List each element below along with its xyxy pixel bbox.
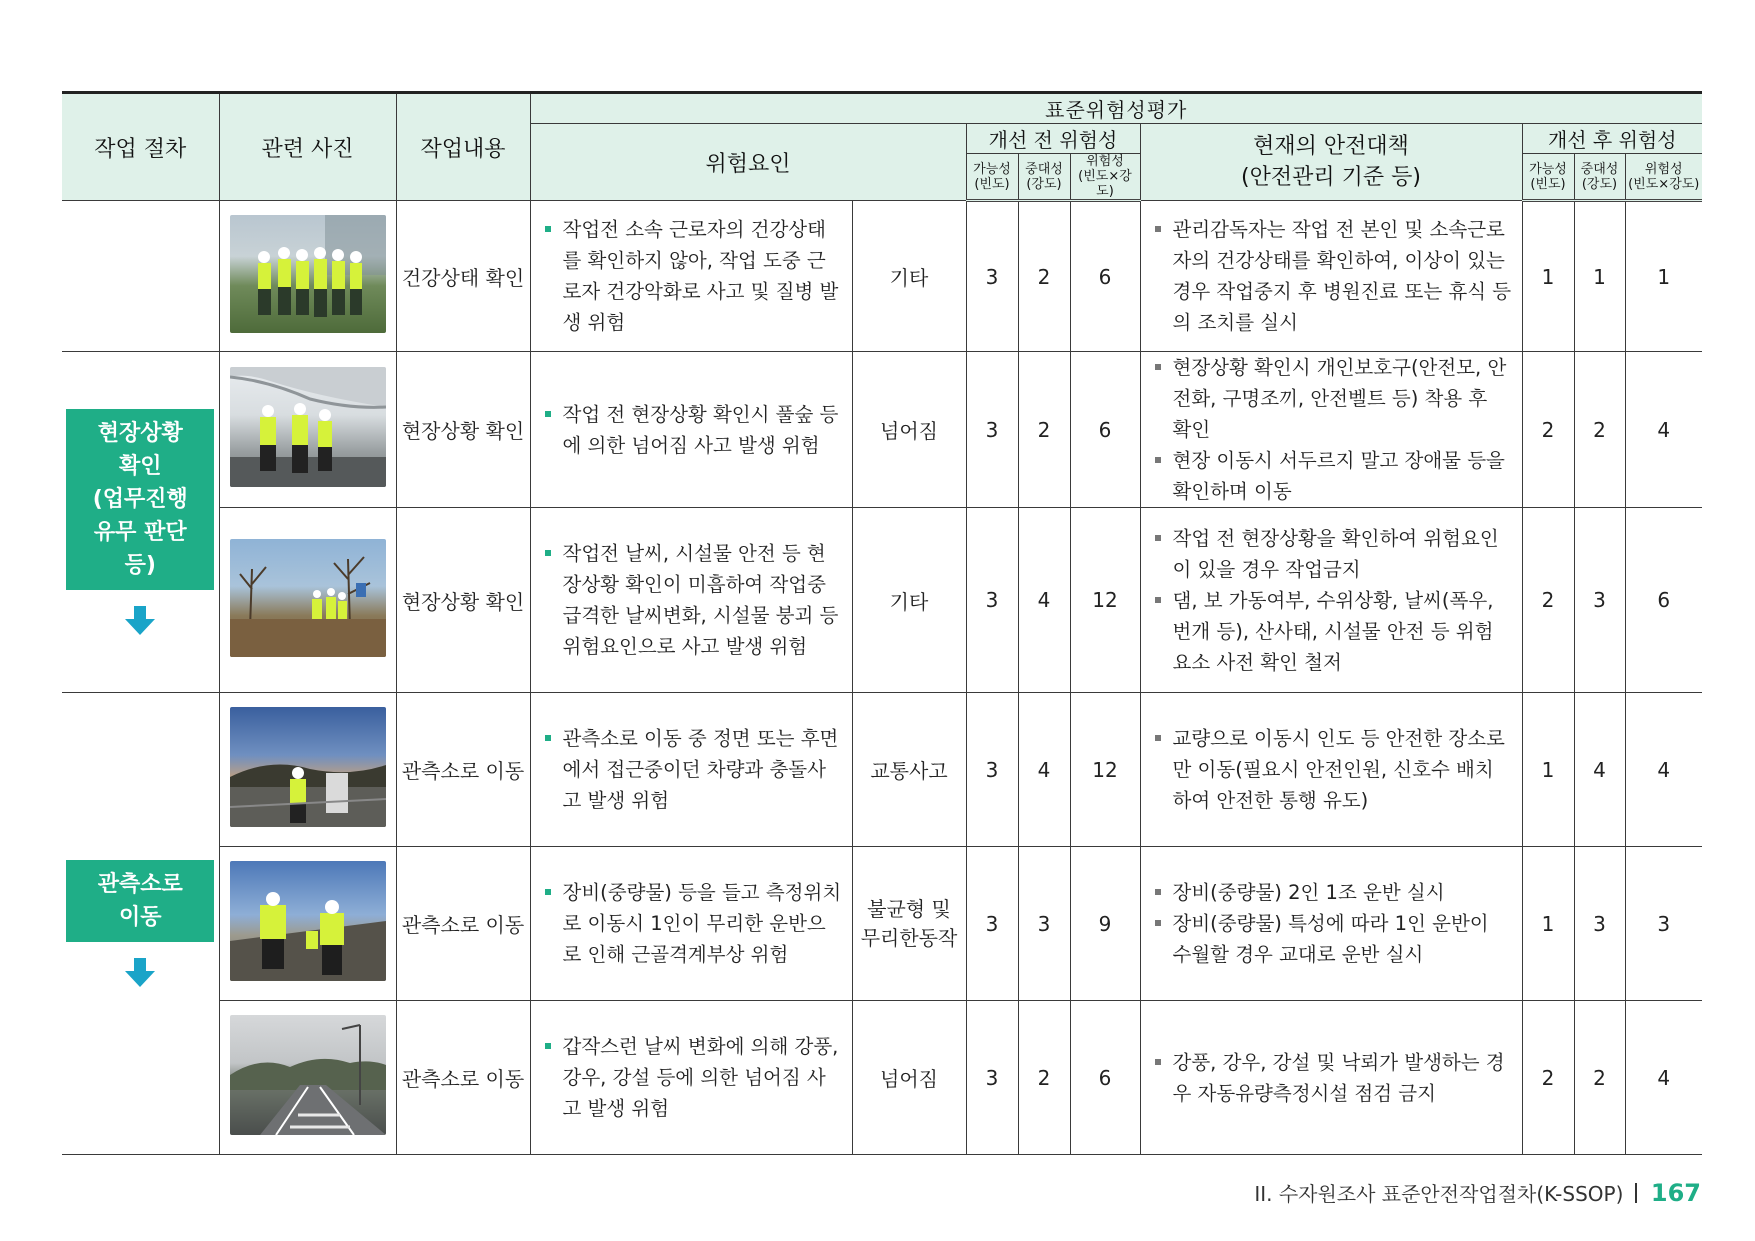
header-photo: 관련 사진 (219, 93, 396, 201)
before-risk: 6 (1070, 352, 1140, 508)
hazard-type-line: 무리한동작 (860, 925, 958, 950)
hazard-cell (530, 201, 852, 352)
before-risk: 6 (1070, 1001, 1140, 1155)
header-before-risk-value (1070, 154, 1140, 201)
after-risk: 3 (1625, 847, 1702, 1001)
table-row (62, 1001, 1702, 1155)
header-after-severity (1574, 154, 1625, 201)
before-severity: 2 (1018, 352, 1070, 508)
before-risk: 9 (1070, 847, 1140, 1001)
after-severity: 2 (1574, 1001, 1625, 1155)
footer-divider (1635, 1183, 1637, 1203)
header-current-measures-line2: (안전관리 기준 등) (1241, 165, 1421, 190)
stage-label-move-to-station (66, 860, 214, 942)
before-likelihood: 3 (966, 1001, 1018, 1155)
before-severity: 4 (1018, 508, 1070, 693)
risk-sub: (빈도×강도) (1628, 176, 1700, 192)
severity-label: 중대성 (1580, 161, 1619, 177)
after-risk: 4 (1625, 693, 1702, 847)
procedure-stage-cell (62, 693, 219, 1155)
after-likelihood: 2 (1522, 1001, 1574, 1155)
hazard-cell (530, 1001, 852, 1155)
hazard-cell (530, 508, 852, 693)
measure-item: 현장상황 확인시 개인보호구(안전모, 안전화, 구명조끼, 안전벨트 등) 착용 후 확인 (1153, 352, 1512, 445)
likelihood-sub: (빈도) (1530, 176, 1566, 192)
after-severity: 4 (1574, 693, 1625, 847)
before-likelihood: 3 (966, 201, 1018, 352)
photo-cell (219, 201, 396, 352)
measure-item: 교량으로 이동시 인도 등 안전한 장소로만 이동(필요시 안전인원, 신호수 배치 하여 안전한 통행 유도) (1153, 723, 1512, 816)
header-risk-factor: 위험요인 (530, 124, 966, 201)
severity-sub: (강도) (1026, 176, 1062, 192)
before-severity: 3 (1018, 847, 1070, 1001)
header-after-risk-value (1625, 154, 1702, 201)
hazard-text: 관측소로 이동 중 정면 또는 후면에서 접근중이던 차량과 충돌사고 발생 위험 (543, 723, 842, 816)
stage-line: 등) (124, 552, 156, 578)
header-before-likelihood (966, 154, 1018, 201)
foggy-road-photo (230, 1015, 386, 1135)
header-procedure: 작업 절차 (62, 93, 219, 201)
work-cell: 관측소로 이동 (396, 1001, 530, 1155)
header-standard-assessment: 표준위험성평가 (530, 93, 1702, 124)
after-severity: 3 (1574, 508, 1625, 693)
hazard-cell (530, 847, 852, 1001)
work-cell: 관측소로 이동 (396, 847, 530, 1001)
risk-sub: (빈도×강도) (1078, 169, 1132, 199)
hazard-type-cell: 넘어짐 (852, 1001, 966, 1155)
measures-cell (1140, 508, 1522, 693)
table-row (62, 693, 1702, 847)
work-cell: 관측소로 이동 (396, 693, 530, 847)
header-before-severity (1018, 154, 1070, 201)
stage-line: 유무 판단 (93, 519, 187, 545)
measures-cell (1140, 1001, 1522, 1155)
header-current-measures-line1: 현재의 안전대책 (1253, 134, 1409, 159)
header-after-risk: 개선 후 위험성 (1522, 124, 1702, 154)
after-risk: 6 (1625, 508, 1702, 693)
after-likelihood: 2 (1522, 508, 1574, 693)
footer-section-title: II. 수자원조사 표준안전작업절차(K-SSOP) (1254, 1182, 1624, 1206)
hazard-text: 갑작스런 날씨 변화에 의해 강풍, 강우, 강설 등에 의한 넘어짐 사고 발생 위험 (543, 1031, 842, 1124)
header-current-measures (1140, 124, 1522, 201)
hazard-type-cell: 기타 (852, 508, 966, 693)
after-risk: 1 (1625, 201, 1702, 352)
before-risk: 12 (1070, 508, 1140, 693)
risk-assessment-table (62, 91, 1702, 1155)
after-severity: 3 (1574, 847, 1625, 1001)
hazard-cell (530, 693, 852, 847)
table-row (62, 508, 1702, 693)
hazard-text: 작업전 소속 근로자의 건강상태를 확인하지 않아, 작업 도중 근로자 건강악화로 사고 및 질병 발생 위험 (543, 214, 842, 338)
work-cell: 건강상태 확인 (396, 201, 530, 352)
likelihood-sub: (빈도) (974, 176, 1010, 192)
before-likelihood: 3 (966, 693, 1018, 847)
equipment-carry-photo (230, 861, 386, 981)
likelihood-label: 가능성 (1529, 161, 1567, 177)
after-severity: 1 (1574, 201, 1625, 352)
measure-item: 현장 이동시 서두르지 말고 장애물 등을 확인하며 이동 (1153, 445, 1512, 507)
hazard-cell (530, 352, 852, 508)
measures-cell (1140, 693, 1522, 847)
site-bridge-photo (230, 367, 386, 487)
measure-item: 관리감독자는 작업 전 본인 및 소속근로자의 건강상태를 확인하여, 이상이 있는 경우 작업중지 후 병원진료 또는 휴식 등의 조치를 실시 (1153, 214, 1512, 338)
before-severity: 2 (1018, 1001, 1070, 1155)
procedure-cell-empty (62, 201, 219, 352)
measure-item: 작업 전 현장상황을 확인하여 위험요인이 있을 경우 작업금지 (1153, 523, 1512, 585)
stage-line: 현장상황 (97, 420, 183, 446)
work-cell: 현장상황 확인 (396, 508, 530, 693)
measure-item: 강풍, 강우, 강설 및 낙뢰가 발생하는 경우 자동유량측정시설 점검 금지 (1153, 1047, 1512, 1109)
hazard-type-cell: 넘어짐 (852, 352, 966, 508)
before-risk: 6 (1070, 201, 1140, 352)
hazard-text: 장비(중량물) 등을 들고 측정위치로 이동시 1인이 무리한 운반으로 인해 근골격계부상 위험 (543, 877, 842, 970)
header-before-risk: 개선 전 위험성 (966, 124, 1140, 154)
header-work: 작업내용 (396, 93, 530, 201)
measure-item: 장비(중량물) 2인 1조 운반 실시 (1153, 877, 1512, 908)
stage-line: (업무진행 (92, 486, 188, 512)
measure-item: 댐, 보 가동여부, 수위상황, 날씨(폭우, 번개 등), 산사태, 시설물 안전 등 위험요소 사전 확인 철저 (1153, 585, 1512, 678)
photo-cell (219, 508, 396, 693)
before-severity: 4 (1018, 693, 1070, 847)
hazard-type-cell (852, 847, 966, 1001)
stage-line: 확인 (118, 453, 162, 479)
risk-label: 위험성 (1086, 154, 1124, 169)
workers-group-photo (230, 215, 386, 333)
measures-cell (1140, 201, 1522, 352)
arrow-down-icon (125, 606, 155, 636)
hazard-type-line: 불균형 및 (867, 896, 951, 921)
station-dusk-photo (230, 707, 386, 827)
photo-cell (219, 1001, 396, 1155)
hazard-text: 작업전 날씨, 시설물 안전 등 현장상황 확인이 미흡하여 작업중 급격한 날씨변화, 시설물 붕괴 등 위험요인으로 사고 발생 위험 (543, 538, 842, 662)
after-risk: 4 (1625, 352, 1702, 508)
before-severity: 2 (1018, 201, 1070, 352)
risk-label: 위험성 (1644, 161, 1683, 177)
work-cell: 현장상황 확인 (396, 352, 530, 508)
table-row (62, 847, 1702, 1001)
arrow-down-icon (125, 958, 155, 988)
table-row (62, 201, 1702, 352)
stage-line: 이동 (118, 904, 162, 930)
page-footer (1254, 1178, 1701, 1207)
before-likelihood: 3 (966, 352, 1018, 508)
hazard-type-cell: 기타 (852, 201, 966, 352)
page-number: 167 (1650, 1178, 1701, 1207)
measure-item: 장비(중량물) 특성에 따라 1인 운반이 수월할 경우 교대로 운반 실시 (1153, 908, 1512, 970)
stage-line: 관측소로 (97, 871, 183, 897)
photo-cell (219, 693, 396, 847)
after-risk: 4 (1625, 1001, 1702, 1155)
after-severity: 2 (1574, 352, 1625, 508)
after-likelihood: 1 (1522, 201, 1574, 352)
after-likelihood: 1 (1522, 693, 1574, 847)
stage-label-site-check (66, 409, 214, 590)
severity-sub: (강도) (1581, 176, 1618, 192)
table-row (62, 352, 1702, 508)
header-after-likelihood (1522, 154, 1574, 201)
site-trees-photo (230, 539, 386, 657)
after-likelihood: 2 (1522, 352, 1574, 508)
measures-cell (1140, 352, 1522, 508)
before-risk: 12 (1070, 693, 1140, 847)
hazard-text: 작업 전 현장상황 확인시 풀숲 등에 의한 넘어짐 사고 발생 위험 (543, 399, 842, 461)
photo-cell (219, 352, 396, 508)
likelihood-label: 가능성 (973, 161, 1011, 177)
before-likelihood: 3 (966, 508, 1018, 693)
hazard-type-cell: 교통사고 (852, 693, 966, 847)
severity-label: 중대성 (1025, 161, 1063, 177)
before-likelihood: 3 (966, 847, 1018, 1001)
procedure-stage-cell (62, 352, 219, 693)
after-likelihood: 1 (1522, 847, 1574, 1001)
photo-cell (219, 847, 396, 1001)
measures-cell (1140, 847, 1522, 1001)
